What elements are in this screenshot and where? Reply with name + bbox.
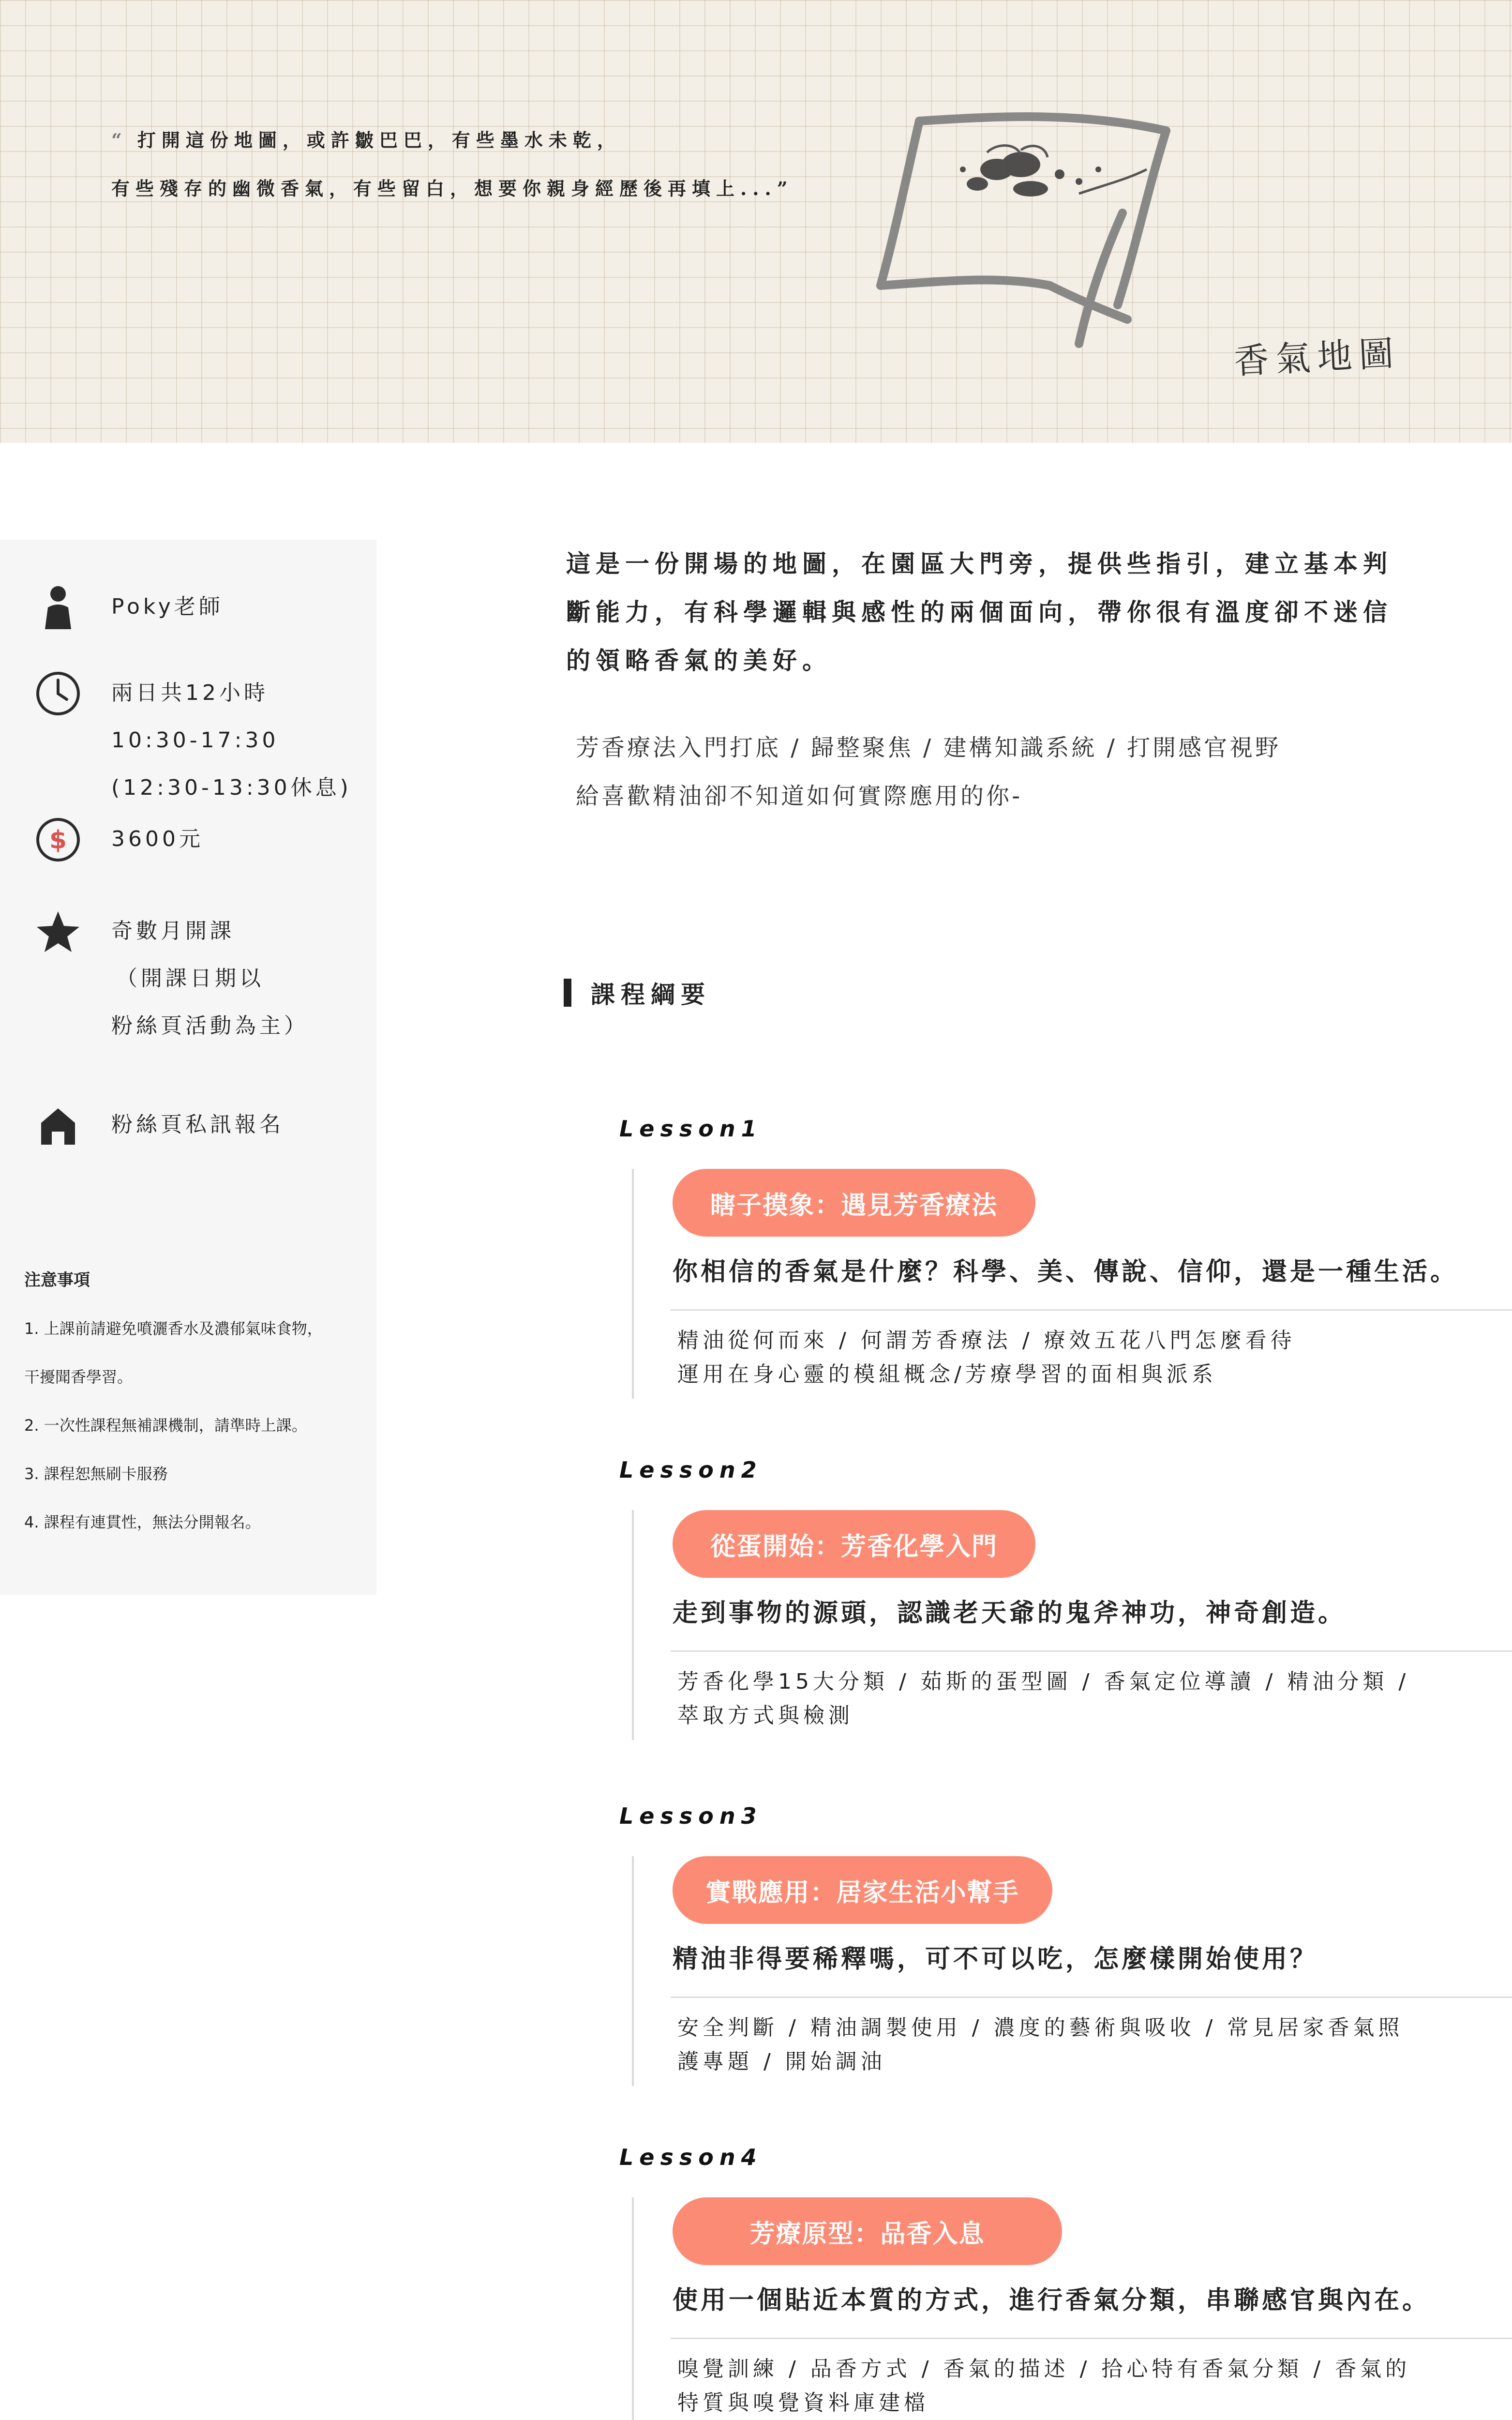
signup-method: 粉絲頁私訊報名 [111,1112,284,1137]
lesson-divider [671,1650,1512,1652]
notes [24,1256,323,1546]
lesson-topics: 精油從何而來 / 何謂芳香療法 / 療效五花八門怎麼看待 運用在身心靈的模組概念/芳療學習的面相與派系 [677,1328,1296,1387]
lesson-label: Lesson4 [619,2144,763,2170]
schedule-row [34,908,309,1050]
lesson-title-pill: 瞎子摸象：遇見芳香療法 [673,1169,1035,1237]
lesson-topics: 安全判斷 / 精油調製使用 / 濃度的藝術與吸收 / 常見居家香氣照 護專題 / 開始調油 [677,2015,1404,2074]
price: 3600元 [111,827,204,851]
quote-mark: “ [111,129,128,151]
outline-title: 課程綱要 [591,981,711,1009]
note-item: 干擾聞香學習。 [24,1368,133,1386]
intro-line-2: 斷能力，有科學邏輯與感性的兩個面向，帶你很有溫度卻不迷信 [566,598,1392,626]
time-break: (12:30-13:30休息) [111,775,352,800]
quote-line-2: 有些殘存的幽微香氣，有些留白，想要你親身經歷後再填上...” [111,178,793,199]
quote-line-1: “ 打開這份地圖，或許皺巴巴，有些墨水未乾， [111,129,621,151]
lesson-divider [671,2338,1512,2339]
lesson-label: Lesson1 [619,1116,763,1142]
course-intro [566,540,1437,820]
lesson-divider [671,1996,1512,1998]
star-icon [34,908,82,956]
lesson-1 [619,1116,1512,1387]
time-range: 10:30-17:30 [111,728,279,753]
lesson-4 [619,2144,1512,2415]
intro-tags [576,724,1437,820]
home-icon [34,1101,82,1150]
price-row [34,816,204,864]
hero-quote [111,116,793,213]
person-icon [34,583,82,632]
lesson-divider [671,1309,1512,1311]
notes-title: 注意事項 [24,1270,90,1290]
intro-line-3: 的領略香氣的美好。 [566,647,832,675]
intro-tags-line-2: 給喜歡精油卻不知道如何實際應用的你- [576,783,1023,810]
lesson-label: Lesson2 [619,1457,763,1483]
lesson-label: Lesson3 [619,1803,763,1829]
lesson-description: 精油非得要稀釋嗎，可不可以吃，怎麼樣開始使用？ [673,1945,1318,1974]
time-row [34,669,352,812]
teacher-row [34,583,224,632]
lesson-3 [619,1803,1512,2074]
note-item: 2. 一次性課程無補課機制，請準時上課。 [24,1416,307,1435]
lesson-2 [619,1457,1512,1728]
lesson-title-pill: 實戰應用：居家生活小幫手 [673,1856,1052,1924]
hero-banner [0,0,1512,443]
schedule-note-1: （開課日期以 [116,966,264,991]
lesson-title-pill: 芳療原型：品香入息 [673,2197,1062,2265]
lesson-topics: 芳香化學15大分類 / 茹斯的蛋型圖 / 香氣定位導讀 / 精油分類 / 萃取方式與檢測 [677,1669,1410,1728]
note-item: 3. 課程恕無刷卡服務 [24,1465,168,1483]
intro-tags-line-1: 芳香療法入門打底 / 歸整聚焦 / 建構知識系統 / 打開感官視野 [576,734,1281,761]
schedule-frequency: 奇數月開課 [111,919,235,943]
schedule-note-2: 粉絲頁活動為主） [111,1013,309,1038]
lesson-description: 使用一個貼近本質的方式，進行香氣分類，串聯感官與內在。 [673,2286,1431,2315]
teacher-name: Poky老師 [111,594,224,619]
course-info-sidebar [0,540,376,1595]
lesson-title-pill: 從蛋開始：芳香化學入門 [673,1510,1035,1578]
dollar-icon [34,816,82,864]
note-item: 4. 課程有連貫性，無法分開報名。 [24,1513,261,1531]
lesson-topics: 嗅覺訓練 / 品香方式 / 香氣的描述 / 拾心特有香氣分類 / 香氣的 特質與嗅覺資料庫建檔 [677,2357,1411,2415]
outline-heading [564,975,711,1010]
heading-bar [564,979,571,1007]
svg-text:$: $ [49,826,67,855]
lesson-description: 走到事物的源頭，認識老天爺的鬼斧神功，神奇創造。 [673,1599,1347,1628]
intro-line-1: 這是一份開場的地圖，在園區大門旁，提供些指引，建立基本判 [566,550,1392,578]
lesson-description: 你相信的香氣是什麼？科學、美、傳說、信仰，還是一種生活。 [673,1257,1459,1286]
time-total: 兩日共12小時 [111,681,269,705]
clock-icon [34,669,82,718]
map-title: 香氣地圖 [1233,333,1402,382]
map-flag-illustration [876,97,1224,348]
note-item: 1. 上課前請避免噴灑香水及濃郁氣味食物， [24,1319,323,1338]
signup-row [34,1101,284,1150]
